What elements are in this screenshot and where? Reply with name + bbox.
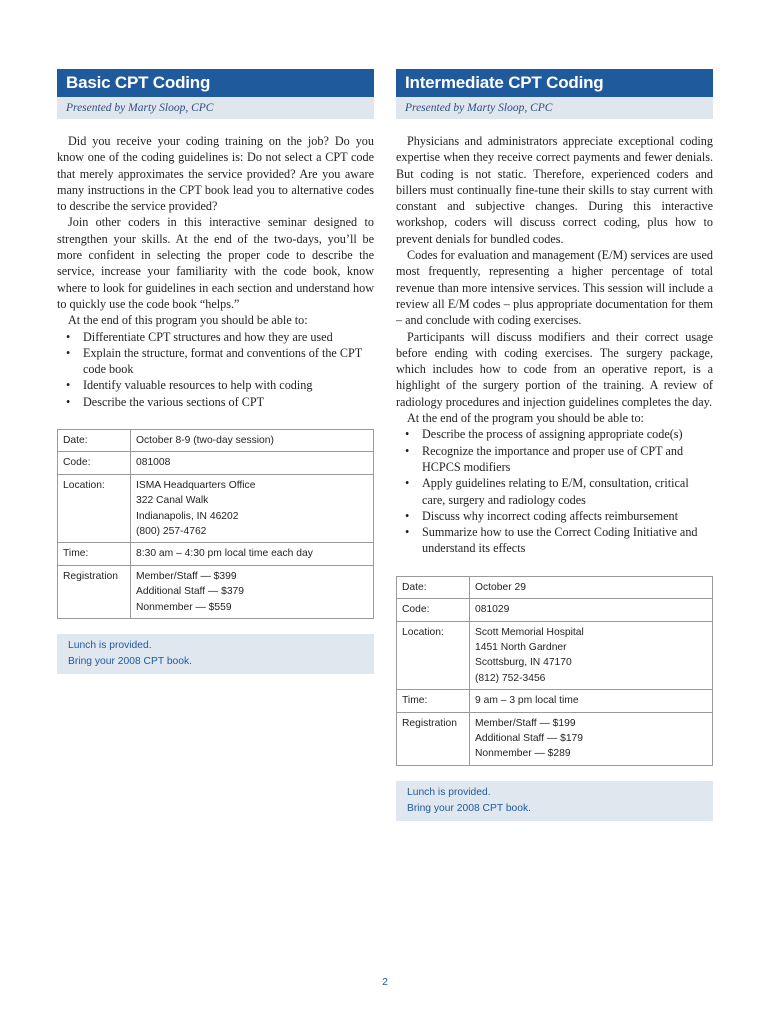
location-line: 1451 North Gardner <box>475 641 567 653</box>
location-line: Scott Memorial Hospital <box>475 626 584 638</box>
paragraph: Physicians and administrators appreciate exceptional coding expertise when they receive correct payments and fewer denials. But coding is not static. Therefore, experienced coders and billers must continually fine-tune their skills to stay current with constant and subjective changes. During this interactive workshop, coders will discuss correct coding, plus how to prevent denials for bundled codes. <box>396 134 713 246</box>
session-details-table <box>57 429 374 619</box>
table-row <box>58 565 374 618</box>
paragraph: At the end of the program you should be able to: <box>407 411 644 426</box>
table-row <box>397 599 713 621</box>
table-row <box>397 576 713 598</box>
time-label: Time: <box>58 543 131 565</box>
table-row <box>58 430 374 452</box>
section-title: Intermediate CPT Coding <box>396 69 713 97</box>
lunch-note <box>396 781 713 821</box>
table-row <box>58 543 374 565</box>
time-value: 9 am – 3 pm local time <box>470 690 713 712</box>
paragraph: Codes for evaluation and management (E/M) services are used most frequently, representing a higher percentage of total revenue than more intensive services. This session will include a review all E/M codes – plus appropriate documentation for them – and conclude with coding exercises. <box>396 248 713 328</box>
list-item: • Recognize the importance and proper use of CPT and HCPCS modifiers <box>422 443 713 476</box>
section-title: Basic CPT Coding <box>57 69 374 97</box>
code-label: Code: <box>397 599 470 621</box>
registration-line: Nonmember — $289 <box>475 748 571 760</box>
note-line: Lunch is provided. <box>407 786 491 798</box>
description <box>57 133 374 410</box>
code-value: 081008 <box>131 452 374 474</box>
registration-line: Member/Staff — $199 <box>475 717 576 729</box>
table-row <box>397 690 713 712</box>
location-line: Indianapolis, IN 46202 <box>136 510 239 522</box>
session-details-table <box>396 576 713 766</box>
location-phone: (812) 752-3456 <box>475 672 546 684</box>
paragraph: Participants will discuss modifiers and their correct usage before ending with coding exercises. The surgery package, which includes how to code from an operative report, is a highlight of the surgery portion of the training. A review of radiology procedures and injection guidelines completes the day. <box>396 329 713 409</box>
location-line: ISMA Headquarters Office <box>136 479 256 491</box>
table-row <box>58 452 374 474</box>
list-item: • Discuss why incorrect coding affects reimbursement <box>422 508 713 524</box>
location-line: 322 Canal Walk <box>136 495 209 507</box>
time-label: Time: <box>397 690 470 712</box>
paragraph: Did you receive your coding training on the job? Do you know one of the coding guidelines is: Do not select a CPT code that merely approximates the service provided? Are you aware many instructions in the CPT book lead you to alternative codes to describe the service provided? <box>57 134 374 214</box>
note-line: Bring your 2008 CPT book. <box>407 802 532 814</box>
paragraph: At the end of this program you should be able to: <box>68 313 308 328</box>
code-label: Code: <box>58 452 131 474</box>
paragraph: Join other coders in this interactive seminar designed to strengthen your skills. At the end of the two-days, you’ll be more confident in selecting the proper code to describe the service, increase your familiarity with the code book, know where to look for guidelines in each section and understand how to quickly use the code book “helps.” <box>57 215 374 311</box>
list-item: • Explain the structure, format and conventions of the CPT code book <box>83 345 374 378</box>
date-value: October 8-9 (two-day session) <box>131 430 374 452</box>
list-item: • Identify valuable resources to help with coding <box>83 377 374 393</box>
registration-line: Additional Staff — $179 <box>475 732 584 744</box>
list-item: • Describe the process of assigning appropriate code(s) <box>422 426 713 442</box>
date-label: Date: <box>58 430 131 452</box>
table-row <box>397 621 713 690</box>
location-phone: (800) 257-4762 <box>136 526 207 538</box>
list-item: • Describe the various sections of CPT <box>83 394 374 410</box>
registration-value <box>470 712 713 765</box>
date-value: October 29 <box>470 576 713 598</box>
objectives-list <box>396 426 713 556</box>
intermediate-cpt-coding-section <box>396 69 713 821</box>
list-item: • Differentiate CPT structures and how they are used <box>83 329 374 345</box>
presenter-line: Presented by Marty Sloop, CPC <box>57 97 374 119</box>
registration-line: Member/Staff — $399 <box>136 570 237 582</box>
presenter-line: Presented by Marty Sloop, CPC <box>396 97 713 119</box>
location-line: Scottsburg, IN 47170 <box>475 657 572 669</box>
list-item: • Apply guidelines relating to E/M, consultation, critical care, surgery and radiology codes <box>422 475 713 508</box>
code-value: 081029 <box>470 599 713 621</box>
location-value <box>131 474 374 543</box>
registration-label: Registration <box>397 712 470 765</box>
list-item: • Summarize how to use the Correct Coding Initiative and understand its effects <box>422 524 713 557</box>
objectives-list <box>57 329 374 410</box>
time-value: 8:30 am – 4:30 pm local time each day <box>131 543 374 565</box>
description <box>396 133 713 557</box>
note-line: Lunch is provided. <box>68 640 152 652</box>
date-label: Date: <box>397 576 470 598</box>
location-label: Location: <box>397 621 470 690</box>
location-value <box>470 621 713 690</box>
registration-line: Nonmember — $559 <box>136 601 232 613</box>
lunch-note <box>57 634 374 674</box>
page-number: 2 <box>382 976 388 988</box>
registration-line: Additional Staff — $379 <box>136 586 245 598</box>
registration-value <box>131 565 374 618</box>
registration-label: Registration <box>58 565 131 618</box>
table-row <box>397 712 713 765</box>
note-line: Bring your 2008 CPT book. <box>68 656 193 668</box>
basic-cpt-coding-section <box>57 69 374 674</box>
table-row <box>58 474 374 543</box>
location-label: Location: <box>58 474 131 543</box>
